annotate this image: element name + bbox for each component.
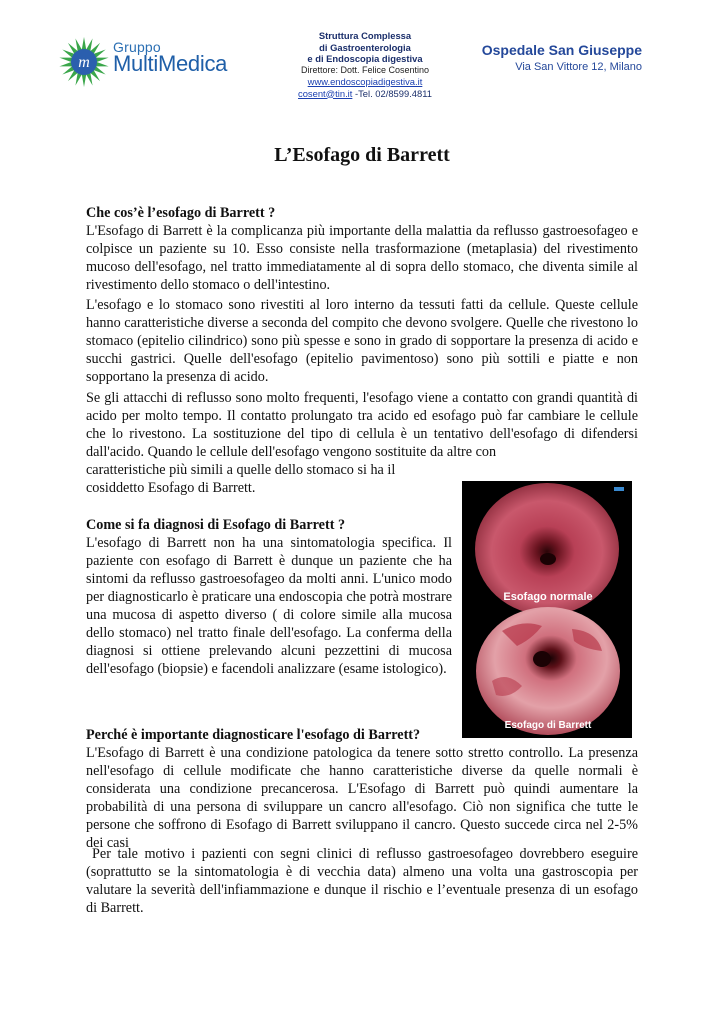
paragraph: caratteristiche più simili a quelle dello stomaco si ha il cosiddetto Esofago di Barrett. xyxy=(86,462,396,496)
logo-letter: m xyxy=(78,54,90,71)
dept-line-1: Struttura Complessa xyxy=(318,30,412,41)
paragraph: L'esofago di Barrett non ha una sintomatologia specifica. Il paziente con esofago di Barrett è dunque un paziente che ha sintomi da reflusso gastroesofageo da molti anni. L'unico modo per diagnosticarlo è praticare una endoscopia che potrà mostrare una mucosa di aspetto diverso ( di colore simile alla mucosa dello stomaco) nel tratto finale dell'esofago. La conferma della diagnosi si ottiene prelevando alcuni pezzettini di mucosa dell'esofago (biopsie) e facendoli analizzare (esame istologico). xyxy=(86,535,452,677)
endoscopy-illustration xyxy=(462,481,632,738)
caption-normal: Esofago normale xyxy=(503,591,593,603)
section-heading: Come si fa diagnosi di Esofago di Barrett ? xyxy=(86,517,346,533)
hospital-header xyxy=(462,42,642,73)
paragraph: L'Esofago di Barrett è la complicanza più importante della malattia da reflusso gastroesofageo e colpisce un paziente su 10. Esso consiste nella trasformazione (metaplasia) del rivestimento mucoso dell'esofago, nel tratto immediatamente al di sopra dello stomaco, che diventa simile al rivestimento dello stomaco o dell'intestino. xyxy=(86,223,638,293)
logo-group-text: Gruppo xyxy=(113,39,161,55)
dept-line-2: di Gastroenterologia xyxy=(319,41,411,53)
endoscopy-barrett-view xyxy=(476,607,620,735)
paragraph: L'Esofago di Barrett è una condizione patologica da tenere sotto stretto controllo. La presenza nell'esofago di cellule modificate che hanno caratteristiche diverse da quelle normali è considerata una condizione precancerosa. L'Esofago di Barrett può quindi aumentare la probabilità di una persona di sviluppare un cancro all'esofago. Ciò non significa che tutte le persone che soffrono di Esofago di Barrett sviluppano il cancro. Questo succede circa nel 2-5% dei casi xyxy=(86,745,638,851)
hospital-address: Via San Vittore 12, Milano xyxy=(515,61,642,73)
caption-barrett: Esofago di Barrett xyxy=(504,720,592,731)
paragraph: Se gli attacchi di reflusso sono molto frequenti, l'esofago viene a contatto con grandi quantità di acido per molto tempo. Il contatto prolungato tra acido ed esofago può far cambiare le cellule che lo rivestono. La sostituzione del tipo di cellula è un tentativo dell'esofago di difendersi dall'acido. Quando le cellule dell'esofago vengono sostituite da altre con xyxy=(86,390,638,460)
logo-medica-text: Medica xyxy=(157,51,228,76)
logo-starburst-icon xyxy=(58,36,114,88)
section-heading: Perché è importante diagnosticare l'esofago di Barrett? xyxy=(86,727,421,743)
website-link[interactable]: www.endoscopiadigestiva.it xyxy=(307,76,423,87)
logo-wordmark xyxy=(113,51,227,77)
section-diagnosis xyxy=(86,516,452,678)
logo-multi-text: Multi xyxy=(113,51,158,76)
page-title: L’Esofago di Barrett xyxy=(274,144,450,166)
phone-text: -Tel. 02/8599.4811 xyxy=(352,87,432,99)
paragraph: Per tale motivo i pazienti con segni clinici di reflusso gastroesofageo dovrebbero eseguire (soprattutto se la sintomatologia è di vecchia data) almeno una volta una gastroscopia per valutare la severità dell'infiammazione e dunque il rischio e l’eventuale presenza di un esofago di Barrett. xyxy=(86,846,638,916)
email-link[interactable]: cosent@tin.it xyxy=(298,87,353,99)
paragraph: L'esofago e lo stomaco sono rivestiti al loro interno da tessuti fatti da cellule. Queste cellule hanno caratteristiche diverse a seconda del compito che devono svolgere. Quelle che rivestono lo stomaco (epitelio cilindrico) sono più spesse e sono in grado di sopportare la presenza di acido e succhi gastrici. Quelle dell'esofago (epitelio pavimentoso) sono più sottili e piatte e non sopportano la presenza di acido. xyxy=(86,297,638,385)
hospital-name: Ospedale San Giuseppe xyxy=(481,42,642,58)
section-heading: Che cos’è l’esofago di Barrett ? xyxy=(86,205,276,221)
section-importance xyxy=(86,726,638,852)
department-header xyxy=(270,30,460,99)
endoscopy-images xyxy=(462,481,632,738)
multimedica-logo xyxy=(58,36,238,88)
dept-line-3: e di Endoscopia digestiva xyxy=(307,53,423,64)
section-what-is xyxy=(86,204,638,294)
director-line: Direttore: Dott. Felice Cosentino xyxy=(300,64,430,75)
